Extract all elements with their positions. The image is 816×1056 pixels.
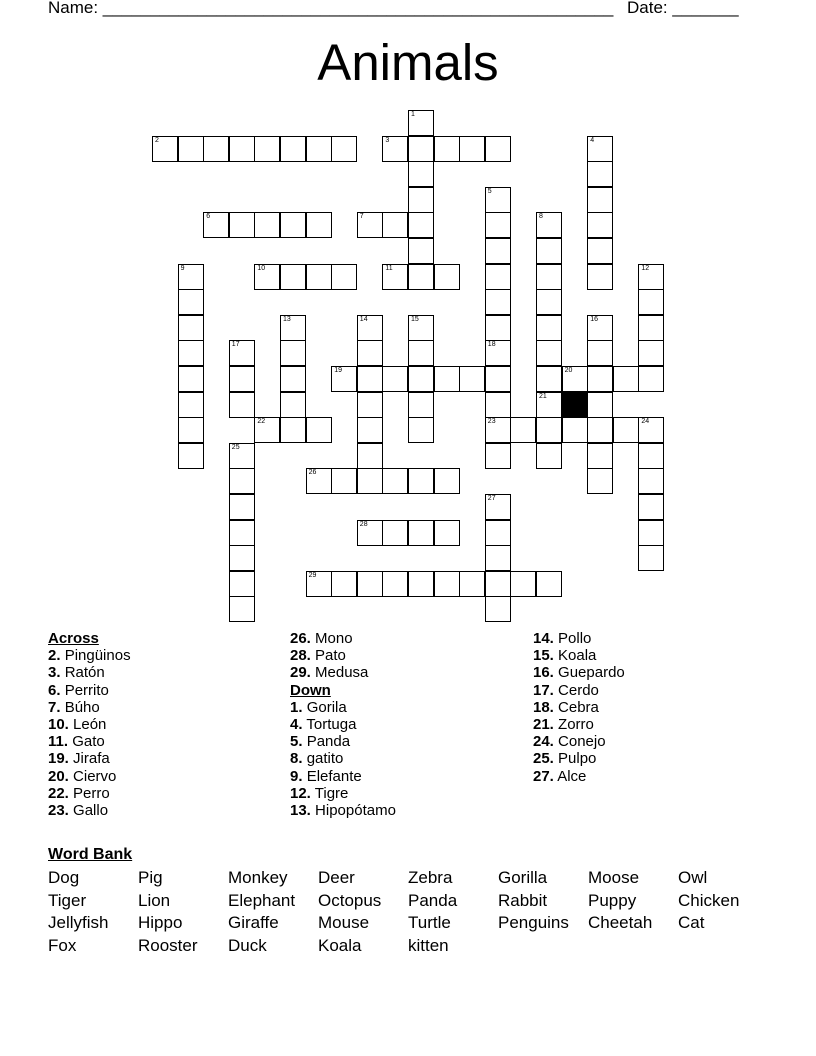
crossword-cell[interactable] [280,366,306,392]
word-bank-item: Fox [48,935,77,955]
crossword-cell[interactable] [587,340,613,366]
crossword-cell[interactable] [357,315,383,341]
crossword-cell[interactable] [408,187,434,213]
crossword-cell[interactable] [485,238,511,264]
word-bank-item: Koala [318,935,362,955]
clue-across-3: 3. Ratón [48,664,105,682]
down-heading: Down [290,681,331,699]
word-bank-item: Dog [48,868,80,887]
crossword-cell[interactable] [331,366,357,392]
clue-down-21: 21. Zorro [533,716,594,734]
crossword-cell[interactable] [229,520,255,546]
word-bank-title: Word Bank [48,846,133,863]
clue-number: 1 [411,111,415,118]
crossword-cell[interactable] [408,264,434,290]
clue-down-4: 4. Tortuga [290,716,357,734]
crossword-cell[interactable] [510,571,536,597]
crossword-cell[interactable] [306,212,332,238]
word-bank-item: kitten [408,935,449,955]
word-bank-item: Lion [138,890,171,910]
clue-down-25: 25. Pulpo [533,750,597,768]
word-bank-item: Hippo [138,913,183,933]
crossword-cell[interactable] [638,468,664,494]
crossword-cell[interactable] [638,366,664,392]
crossword-cell[interactable] [587,264,613,290]
word-bank-item: Pig [138,868,163,887]
crossword-cell[interactable] [587,443,613,469]
crossword-cell[interactable] [229,596,255,622]
word-bank-item: Duck [228,935,267,955]
crossword-cell[interactable] [357,212,383,238]
clue-number: 26 [308,469,317,477]
crossword-cell[interactable] [408,212,434,238]
clue-number: 9 [180,264,185,272]
crossword-cell[interactable] [382,366,408,392]
clue-down-13: 13. Hipopótamo [290,802,396,820]
crossword-cell[interactable] [434,468,460,494]
clue-number: 10 [257,264,266,272]
crossword-cell[interactable] [536,289,562,315]
word-bank-item: Panda [408,890,458,910]
word-bank-item: Elephant [228,890,296,910]
crossword-cell[interactable] [485,315,511,341]
crossword-cell[interactable] [229,392,255,418]
crossword-cell[interactable] [306,136,332,162]
across-heading: Across [48,630,99,647]
crossword-cell[interactable] [280,392,306,418]
crossword-cell[interactable] [638,315,664,341]
crossword-cell[interactable] [587,468,613,494]
crossword-cell[interactable] [203,136,229,162]
word-bank-item: Octopus [318,890,382,910]
crossword-cell[interactable] [203,212,229,238]
clue-number: 6 [206,213,211,221]
word-bank-item: Puppy [588,890,637,910]
crossword-cell[interactable] [638,545,664,571]
crossword-cell[interactable] [178,417,204,443]
crossword-cell[interactable] [178,366,204,392]
clue-down-12: 12. Tigre [290,784,349,802]
clue-number: 28 [359,520,368,528]
crossword-cell[interactable] [280,212,306,238]
crossword-cell[interactable] [485,366,511,392]
crossword-cell[interactable] [280,340,306,366]
clue-down-17: 17. Cerdo [533,681,599,699]
word-bank-item: Cheetah [588,913,653,933]
clue-down-27: 27. Alce [533,767,587,785]
word-bank-column [678,867,739,935]
clue-across-23: 23. Gallo [48,802,109,820]
crossword-cell[interactable] [562,417,588,443]
clue-across-10: 10. León [48,716,107,734]
crossword-cell[interactable] [408,340,434,366]
clue-number: 24 [641,418,650,426]
crossword-cell[interactable] [357,520,383,546]
crossword-cell[interactable] [536,366,562,392]
crossword-cell[interactable] [485,443,511,469]
crossword-cell[interactable] [536,392,562,418]
crossword-cell[interactable] [408,392,434,418]
crossword-cell[interactable] [613,366,639,392]
crossword-cell[interactable] [178,340,204,366]
clue-number: 12 [641,264,650,272]
word-bank-item: Rooster [138,935,198,955]
crossword-cell[interactable] [178,264,204,290]
clue-down-5: 5. Panda [290,733,351,751]
crossword-cell[interactable] [408,238,434,264]
crossword-cell[interactable] [536,212,562,238]
crossword-cell[interactable] [638,417,664,443]
crossword-cell[interactable] [331,571,357,597]
crossword-cell[interactable] [459,366,485,392]
crossword-cell[interactable] [434,520,460,546]
crossword-cell[interactable] [562,366,588,392]
word-bank-item: Jellyfish [48,913,109,933]
crossword-cell[interactable] [408,161,434,187]
crossword-cell[interactable] [536,443,562,469]
crossword-cell[interactable] [382,136,408,162]
crossword-cell[interactable] [613,417,639,443]
word-bank-column [48,867,108,957]
crossword-cell[interactable] [178,443,204,469]
page-title: Animals [317,34,499,91]
crossword-cell[interactable] [254,136,280,162]
clue-number: 2 [155,136,159,144]
crossword-cell[interactable] [254,264,280,290]
word-bank-item: Giraffe [228,913,279,933]
crossword-cell[interactable] [408,571,434,597]
crossword-cell[interactable] [408,315,434,341]
clue-down-18: 18. Cebra [533,698,599,716]
crossword-cell[interactable] [229,366,255,392]
crossword-cell[interactable] [408,468,434,494]
crossword-cell[interactable] [357,443,383,469]
crossword-cell[interactable] [306,417,332,443]
crossword-cell[interactable] [485,545,511,571]
word-bank-item: Gorilla [498,868,548,887]
clue-across-20: 20. Ciervo [48,767,117,785]
word-bank-item: Deer [318,868,355,887]
word-bank-item: Owl [678,868,708,887]
clue-across-22: 22. Perro [48,784,110,802]
crossword-black-cell [562,392,588,418]
word-bank-item: Monkey [228,868,288,887]
date-field: Date: _______ [627,0,739,17]
word-bank-column [498,867,569,935]
crossword-cell[interactable] [229,545,255,571]
word-bank-item: Moose [588,868,640,887]
crossword-cell[interactable] [357,340,383,366]
crossword-cell[interactable] [306,264,332,290]
crossword-cell[interactable] [280,417,306,443]
crossword-cell[interactable] [331,136,357,162]
crossword-cell[interactable] [485,289,511,315]
crossword-cell[interactable] [229,443,255,469]
crossword-cell[interactable] [536,264,562,290]
crossword-cell[interactable] [178,136,204,162]
clue-across-6: 6. Perrito [48,681,109,699]
crossword-cell[interactable] [178,289,204,315]
clue-number: 4 [590,136,595,144]
crossword-cell[interactable] [152,136,178,162]
clue-number: 16 [590,315,598,323]
crossword-cell[interactable] [485,212,511,238]
crossword-cell[interactable] [331,468,357,494]
crossword-cell[interactable] [638,264,664,290]
clue-number: 13 [283,315,291,323]
word-bank-column [588,867,652,935]
word-bank-item: Rabbit [498,890,548,910]
word-bank-column [408,867,457,957]
crossword-cell[interactable] [485,571,511,597]
clue-number: 19 [334,367,342,374]
clues-column-3 [533,630,625,785]
crossword-cell[interactable] [587,315,613,341]
crossword-cell[interactable] [536,340,562,366]
crossword-cell[interactable] [536,315,562,341]
crossword-cell[interactable] [434,264,460,290]
crossword-cell[interactable] [587,417,613,443]
crossword-cell[interactable] [536,238,562,264]
crossword-cell[interactable] [382,520,408,546]
word-bank-item: Tiger [48,890,87,910]
crossword-cell[interactable] [357,417,383,443]
word-bank-item: Penguins [498,913,569,933]
clues-column-2 [290,630,396,819]
clue-number: 23 [487,418,496,426]
crossword-cell[interactable] [638,443,664,469]
crossword-cell[interactable] [587,212,613,238]
crossword-cell[interactable] [254,212,280,238]
crossword-cell[interactable] [510,417,536,443]
crossword-cell[interactable] [178,315,204,341]
crossword-cell[interactable] [254,417,280,443]
crossword-cell[interactable] [587,136,613,162]
clue-number: 3 [385,136,390,144]
crossword-cell[interactable] [587,238,613,264]
crossword-cell[interactable] [485,596,511,622]
word-bank-item: Turtle [408,913,451,933]
clue-down-16: 16. Guepardo [533,664,625,682]
crossword-cell[interactable] [331,264,357,290]
crossword-cell[interactable] [638,340,664,366]
clue-down-8: 8. gatito [290,750,344,768]
crossword-cell[interactable] [306,571,332,597]
clue-number: 7 [359,213,364,221]
crossword-cell[interactable] [229,136,255,162]
crossword-cell[interactable] [306,468,332,494]
crossword-cell[interactable] [485,417,511,443]
crossword-cell[interactable] [382,212,408,238]
crossword-cell[interactable] [229,340,255,366]
crossword-cell[interactable] [485,494,511,520]
clue-across-26: 26. Mono [290,630,353,647]
crossword-cell[interactable] [280,315,306,341]
crossword-cell[interactable] [357,468,383,494]
clue-down-9: 9. Elefante [290,767,362,785]
word-bank-item: Chicken [678,890,740,910]
crossword-cell[interactable] [587,366,613,392]
clue-down-24: 24. Conejo [533,733,606,751]
crossword-cell[interactable] [485,264,511,290]
word-bank-column [138,867,198,957]
crossword-cell[interactable] [587,161,613,187]
clues-column-1 [48,630,131,819]
crossword-cell[interactable] [587,187,613,213]
clue-down-1: 1. Gorila [290,698,347,716]
crossword-cell[interactable] [536,571,562,597]
clue-number: 27 [487,495,496,502]
crossword-cell[interactable] [536,417,562,443]
clue-number: 29 [308,571,317,579]
crossword-cell[interactable] [485,136,511,162]
clue-number: 22 [257,418,266,426]
crossword-cell[interactable] [408,136,434,162]
crossword-cell[interactable] [485,392,511,418]
crossword-cell[interactable] [229,212,255,238]
crossword-cell[interactable] [408,520,434,546]
crossword-cell[interactable] [408,417,434,443]
crossword-cell[interactable] [587,392,613,418]
crossword-cell[interactable] [459,136,485,162]
clue-across-2: 2. Pingüinos [48,647,131,665]
word-bank-item: Mouse [318,913,370,933]
clue-across-28: 28. Pato [290,647,346,665]
crossword-cell[interactable] [178,392,204,418]
crossword-cell[interactable] [382,264,408,290]
clue-number: 5 [487,187,492,195]
crossword-cell[interactable] [382,571,408,597]
clue-number: 8 [539,213,543,221]
clue-across-29: 29. Medusa [290,664,369,682]
clue-number: 20 [564,367,573,374]
crossword-cell[interactable] [485,187,511,213]
crossword-cell[interactable] [459,571,485,597]
crossword-cell[interactable] [280,136,306,162]
name-field: Name: ______________________________________________________ [48,0,614,17]
clue-number: 18 [487,341,496,349]
crossword-cell[interactable] [229,571,255,597]
crossword-cell[interactable] [485,340,511,366]
clue-across-11: 11. Gato [48,733,105,751]
crossword-cell[interactable] [638,289,664,315]
word-bank-item: Cat [678,913,705,933]
crossword-cell[interactable] [485,520,511,546]
crossword-cell[interactable] [434,571,460,597]
word-bank-column [318,867,381,957]
clue-down-15: 15. Koala [533,647,597,665]
crossword-cell[interactable] [280,264,306,290]
crossword-cell[interactable] [638,520,664,546]
word-bank-column [228,867,295,957]
clue-number: 11 [385,264,393,272]
clue-number: 14 [359,315,368,323]
crossword-cell[interactable] [357,392,383,418]
clue-across-7: 7. Búho [48,698,100,716]
crossword-cell[interactable] [408,366,434,392]
crossword-cell[interactable] [229,494,255,520]
clue-number: 15 [411,315,419,323]
crossword-cell[interactable] [229,468,255,494]
crossword-cell[interactable] [357,366,383,392]
crossword-cell[interactable] [434,136,460,162]
clue-number: 25 [231,443,240,451]
word-bank-item: Zebra [408,868,453,887]
crossword-cell[interactable] [434,366,460,392]
crossword-cell[interactable] [638,494,664,520]
clue-number: 21 [539,392,547,400]
crossword-cell[interactable] [382,468,408,494]
clue-down-14: 14. Pollo [533,630,592,647]
clue-number: 17 [231,341,240,349]
clue-across-19: 19. Jirafa [48,750,110,768]
crossword-cell[interactable] [408,110,434,136]
crossword-cell[interactable] [357,571,383,597]
